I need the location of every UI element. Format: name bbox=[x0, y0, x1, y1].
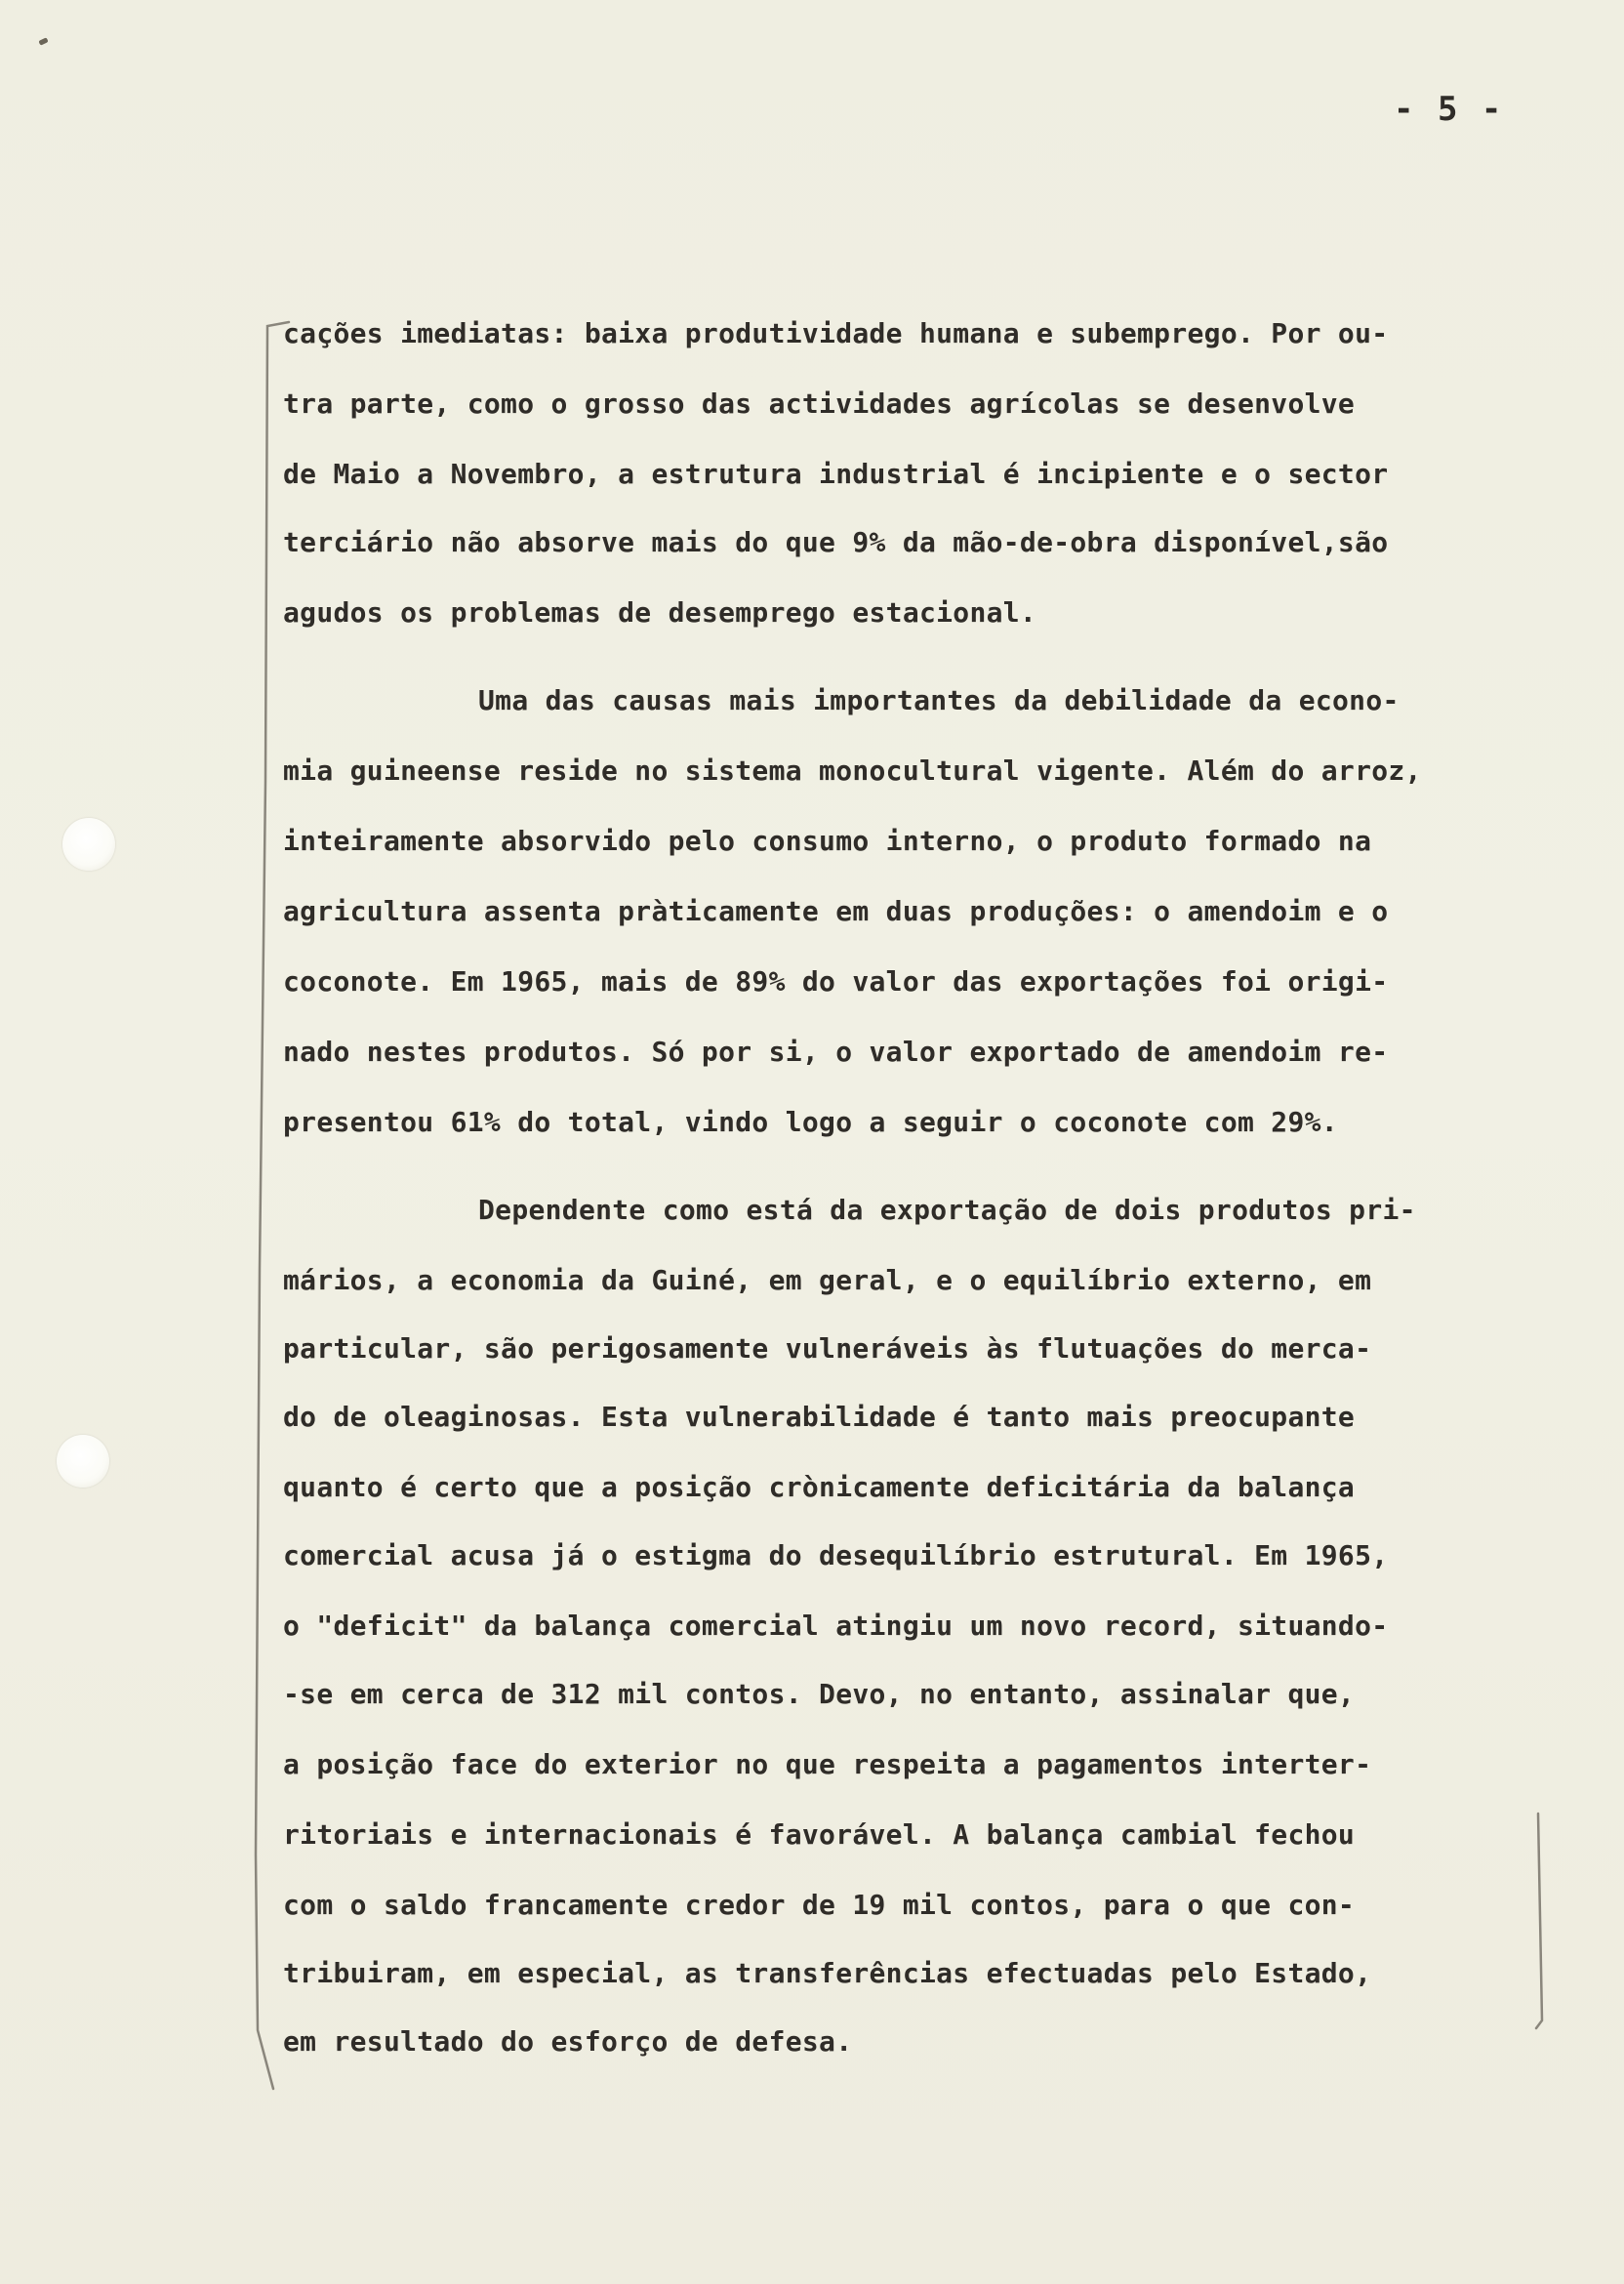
text-line: do de oleaginosas. Esta vulnerabilidade é tanto mais preocupante bbox=[283, 1401, 1356, 1433]
punch-hole-top bbox=[62, 818, 115, 871]
text-line: com o saldo francamente credor de 19 mil contos, para o que con- bbox=[283, 1889, 1356, 1921]
text-line: a posição face do exterior no que respeita a pagamentos interter- bbox=[283, 1748, 1372, 1780]
punch-hole-bottom bbox=[57, 1435, 109, 1488]
text-line: agricultura assenta pràticamente em duas produções: o amendoim e o bbox=[283, 895, 1389, 927]
text-line: presentou 61% do total, vindo logo a seguir o coconote com 29%. bbox=[283, 1106, 1338, 1138]
text-line: coconote. Em 1965, mais de 89% do valor das exportações foi origi- bbox=[283, 965, 1389, 998]
text-line: terciário não absorve mais do que 9% da mão-de-obra disponível,são bbox=[283, 526, 1389, 558]
text-line: cações imediatas: baixa produtividade humana e subemprego. Por ou- bbox=[283, 317, 1389, 349]
text-line: Dependente como está da exportação de dois produtos pri- bbox=[478, 1194, 1416, 1226]
text-line: Uma das causas mais importantes da debilidade da econo- bbox=[478, 684, 1400, 716]
paper-speck bbox=[38, 37, 48, 45]
text-line: o "deficit" da balança comercial atingiu um novo record, situando- bbox=[283, 1610, 1389, 1642]
text-line: tra parte, como o grosso das actividades agrícolas se desenvolve bbox=[283, 387, 1356, 420]
text-line: -se em cerca de 312 mil contos. Devo, no entanto, assinalar que, bbox=[283, 1678, 1356, 1710]
text-line: mia guineense reside no sistema monocultural vigente. Além do arroz, bbox=[283, 755, 1422, 787]
text-line: comercial acusa já o estigma do desequilíbrio estrutural. Em 1965, bbox=[283, 1539, 1389, 1571]
text-line: em resultado do esforço de defesa. bbox=[283, 2025, 853, 2058]
text-line: de Maio a Novembro, a estrutura industrial é incipiente e o sector bbox=[283, 458, 1389, 490]
text-line: tribuiram, em especial, as transferências efectuadas pelo Estado, bbox=[283, 1957, 1372, 1989]
text-line: agudos os problemas de desemprego estacional. bbox=[283, 596, 1037, 629]
text-line: mários, a economia da Guiné, em geral, e o equilíbrio externo, em bbox=[283, 1264, 1372, 1296]
right-margin-bracket bbox=[1536, 1814, 1542, 2028]
text-line: quanto é certo que a posição crònicamente deficitária da balança bbox=[283, 1471, 1356, 1503]
text-line: particular, são perigosamente vulneráveis às flutuações do merca- bbox=[283, 1332, 1372, 1365]
text-line: nado nestes produtos. Só por si, o valor exportado de amendoim re- bbox=[283, 1036, 1389, 1068]
text-line: inteiramente absorvido pelo consumo interno, o produto formado na bbox=[283, 825, 1372, 857]
text-line: ritoriais e internacionais é favorável. A balança cambial fechou bbox=[283, 1818, 1356, 1851]
page-number: - 5 - bbox=[1394, 90, 1504, 129]
